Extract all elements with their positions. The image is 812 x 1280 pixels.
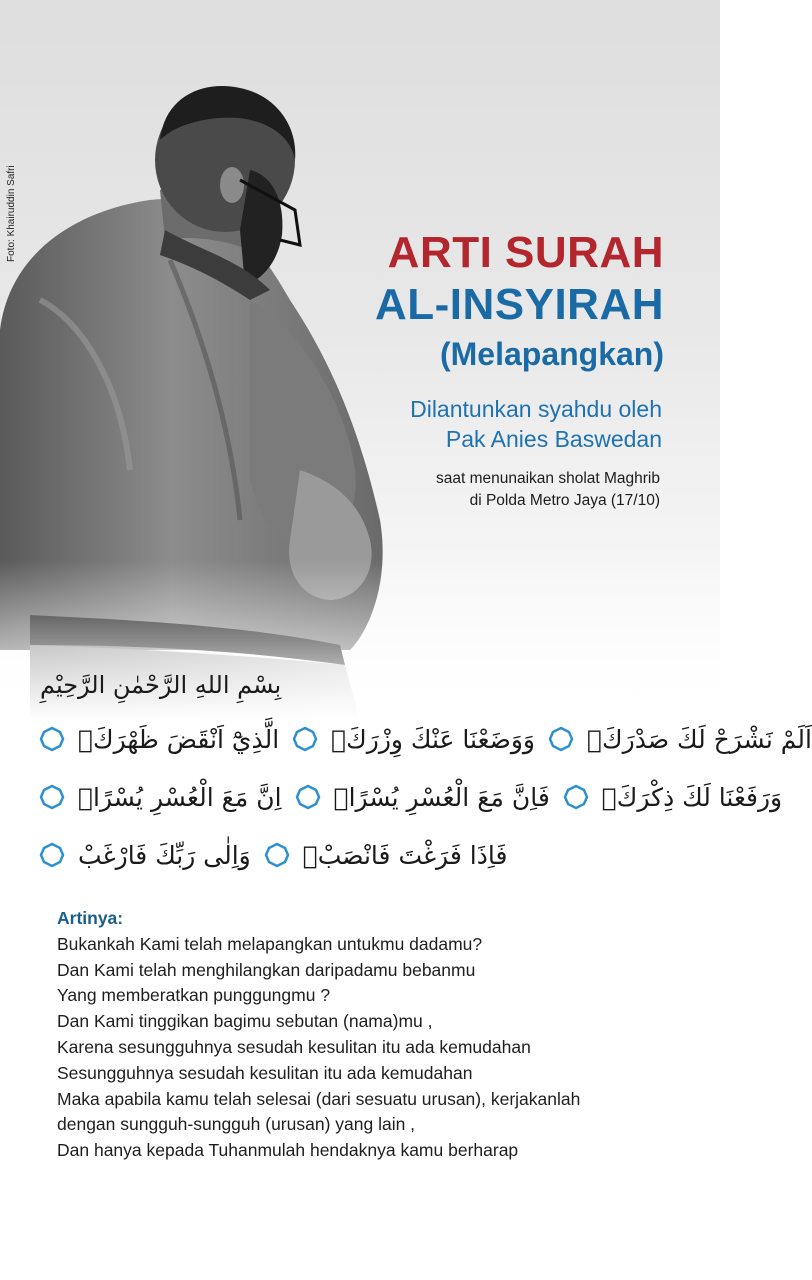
title-meaning: (Melapangkan) — [439, 336, 664, 372]
translation-block — [57, 906, 677, 1164]
verse-4: وَرَفَعْنَا لَكَ ذِكْرَكَۗ — [601, 782, 783, 812]
caption — [300, 468, 660, 512]
translation-line: dengan sungguh-sungguh (urusan) yang lain , — [57, 1114, 416, 1135]
title-arti-surah: ARTI SURAH — [387, 228, 664, 277]
verse-3: الَّذِيْٓ اَنْقَضَ ظَهْرَكَۙ — [78, 724, 280, 754]
subtitle — [262, 394, 662, 454]
verse-row-1 — [40, 710, 812, 768]
ayah-marker-icon — [40, 843, 64, 867]
subtitle-line-2: Pak Anies Baswedan — [445, 426, 662, 452]
verse-row-3 — [40, 826, 684, 884]
verse-7: فَاِذَا فَرَغْتَ فَانْصَبْۙ — [302, 840, 508, 870]
ayah-marker-icon — [293, 727, 317, 751]
verse-6: اِنَّ مَعَ الْعُسْرِ يُسْرًاۗ — [78, 782, 282, 812]
title-surah-name: AL-INSYIRAH — [374, 280, 664, 329]
translation-line: Yang memberatkan punggungmu ? — [57, 985, 331, 1006]
verse-8: وَاِلٰى رَبِّكَ فَارْغَبْ — [78, 840, 251, 870]
subtitle-line-1: Dilantunkan syahdu oleh — [410, 396, 662, 422]
ayah-marker-icon — [40, 727, 64, 751]
translation-line: Dan Kami tinggikan bagimu sebutan (nama)mu , — [57, 1011, 433, 1032]
photo-credit: Foto: Khairuddin Safri — [6, 165, 17, 262]
translation-line: Dan Kami telah menghilangkan daripadamu bebanmu — [57, 959, 476, 980]
ayah-marker-icon — [296, 785, 320, 809]
verse-5: فَاِنَّ مَعَ الْعُسْرِ يُسْرًاۙ — [333, 782, 550, 812]
ayah-marker-icon — [549, 727, 573, 751]
ayah-marker-icon — [265, 843, 289, 867]
title-block — [375, 228, 664, 376]
translation-line: Maka apabila kamu telah selesai (dari sesuatu urusan), kerjakanlah — [57, 1088, 581, 1109]
bismillah-row — [40, 660, 684, 710]
caption-line-1: saat menunaikan sholat Maghrib — [435, 470, 660, 487]
translation-label: Artinya: — [57, 908, 124, 928]
verse-1: اَلَمْ نَشْرَحْ لَكَ صَدْرَكَۙ — [587, 724, 812, 754]
translation-line: Dan hanya kepada Tuhanmulah hendaknya kamu berharap — [57, 1140, 519, 1161]
caption-line-2: di Polda Metro Jaya (17/10) — [469, 492, 660, 509]
bismillah-text: بِسْمِ اللهِ الرَّحْمٰنِ الرَّحِيْمِ — [40, 671, 282, 699]
ayah-marker-icon — [564, 785, 588, 809]
translation-line: Bukankah Kami telah melapangkan untukmu dadamu? — [57, 933, 483, 954]
translation-line: Sesungguhnya sesudah kesulitan itu ada kemudahan — [57, 1062, 473, 1083]
translation-line: Karena sesungguhnya sesudah kesulitan itu ada kemudahan — [57, 1036, 531, 1057]
verse-row-2 — [40, 768, 783, 826]
ayah-marker-icon — [40, 785, 64, 809]
arabic-verses — [40, 660, 812, 884]
verse-2: وَوَضَعْنَا عَنْكَ وِزْرَكَۙ — [331, 724, 536, 754]
